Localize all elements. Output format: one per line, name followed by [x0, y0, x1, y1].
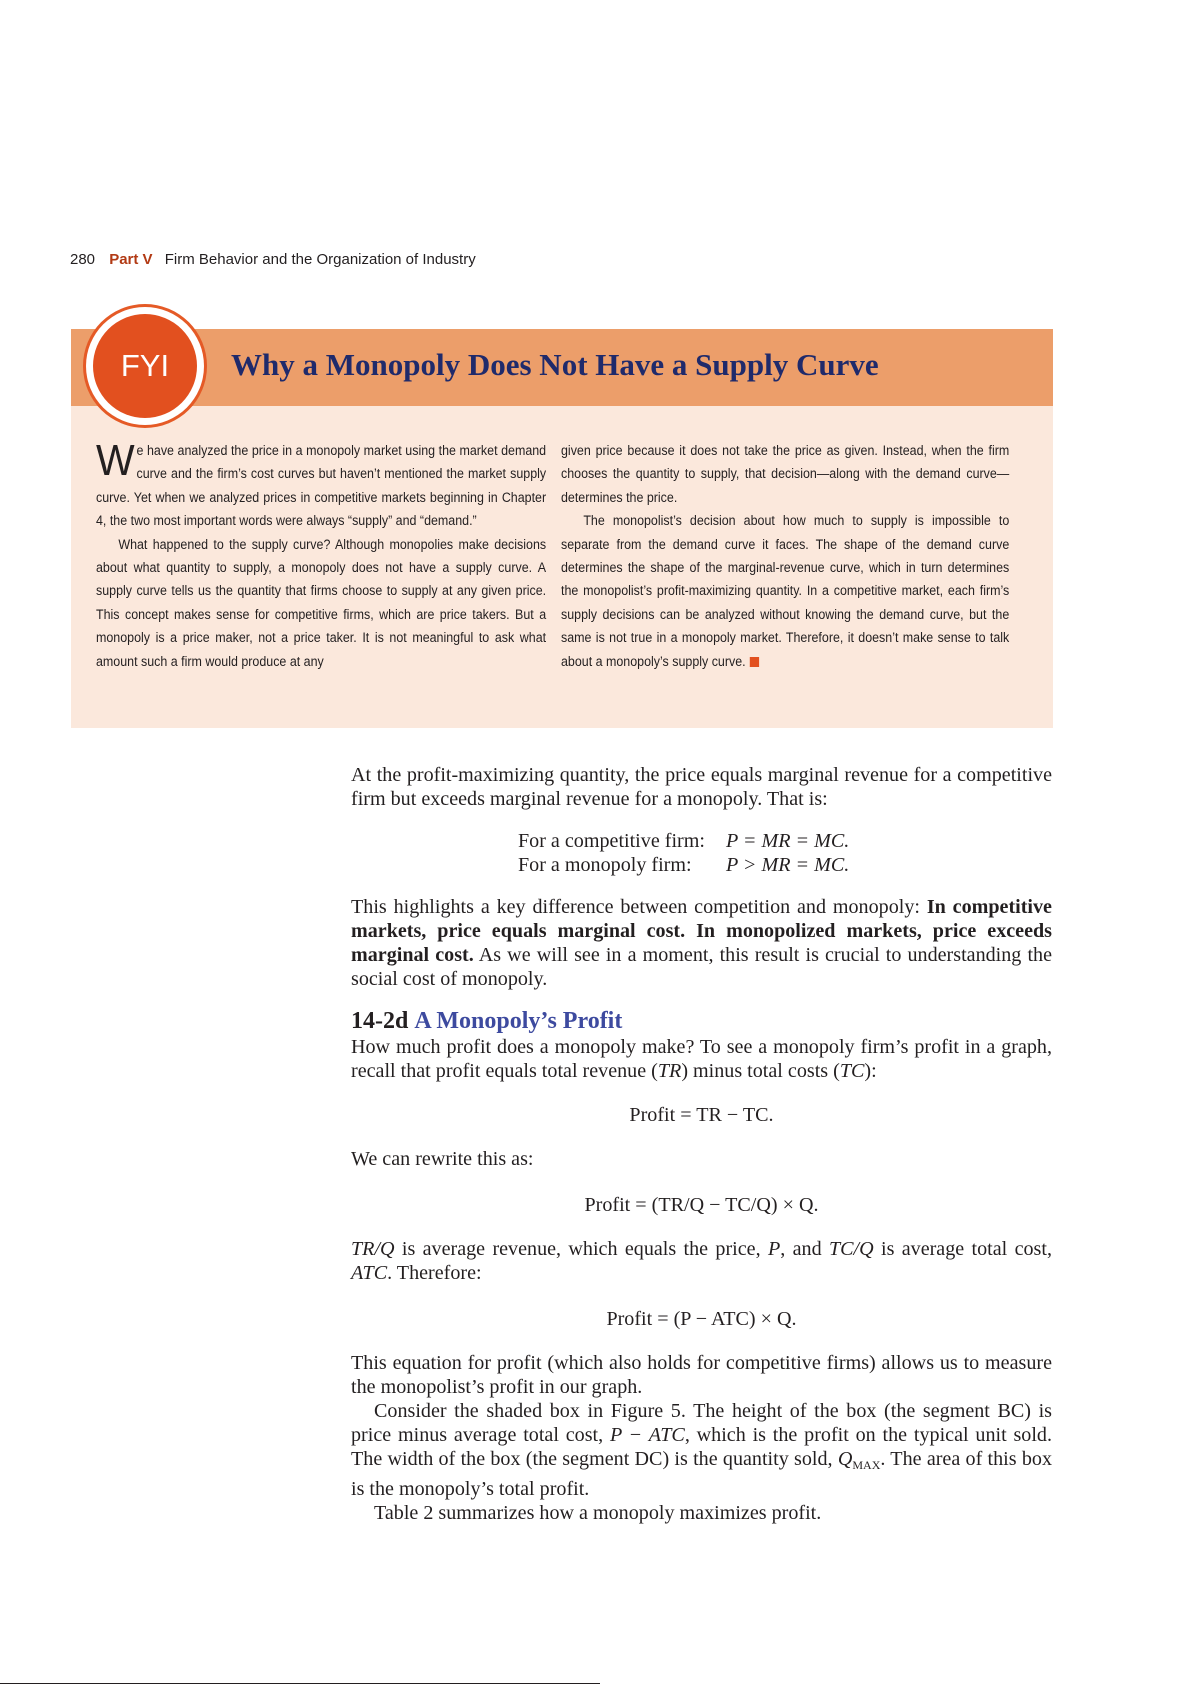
- end-mark-icon: [749, 657, 758, 667]
- equation-row: [351, 853, 1052, 877]
- text: . Therefore:: [387, 1262, 482, 1284]
- text: is average revenue, which equals the price,: [394, 1238, 768, 1260]
- running-head-title: Firm Behavior and the Organization of Industry: [164, 251, 476, 268]
- section-title: A Monopoly’s Profit: [414, 1008, 623, 1034]
- math: TC: [839, 1060, 865, 1082]
- fyi-paragraph: What happened to the supply curve? Although monopolies make decisions about what quantity to supply, a monopoly does not have a supply curve. A supply curve tells us the quantity that firms choose to supply at any given price. This concept makes sense for competitive firms, which are price takers. But a monopoly is a price maker, not a price taker. It is not meaningful to ask what amount such a firm would produce at any: [96, 536, 547, 669]
- page-number: 280: [70, 251, 96, 268]
- math: TC/Q: [828, 1238, 874, 1260]
- footnote-rule: [0, 1683, 600, 1684]
- fyi-badge: FYI: [93, 314, 197, 418]
- fyi-right-column: [561, 439, 1009, 673]
- drop-cap: W: [96, 436, 135, 485]
- math: ATC: [351, 1262, 388, 1284]
- math: P − ATC: [609, 1424, 685, 1446]
- equation: Profit = (TR/Q − TC/Q) × Q.: [584, 1194, 819, 1216]
- bold-text: In competitive markets, price equals marginal cost. In monopolized markets, price exceeds marginal cost.: [351, 896, 1052, 966]
- fyi-text: The monopolist’s decision about how much to supply is impossible to separate from the demand curve it faces. The shape of the demand curve determines the shape of the marginal-revenue curve, which in turn determines the monopolist’s profit-maximizing quantity. In a competitive market, each firm’s supply decisions can be analyzed without knowing the demand curve, but the same is not true in a monopoly market. Therefore, it doesn’t make sense to talk about a monopoly’s supply curve.: [561, 513, 1010, 669]
- running-head: [70, 251, 476, 268]
- equation-label: For a competitive firm:: [518, 830, 705, 852]
- paragraph: At the profit-maximizing quantity, the price equals marginal revenue for a competitive firm but exceeds marginal revenue for a monopoly. That is:: [351, 764, 1052, 810]
- paragraph: This equation for profit (which also holds for competitive firms) allows us to measure the monopolist’s profit in our graph.: [351, 1352, 1052, 1398]
- subscript: MAX: [852, 1458, 881, 1472]
- math: TR: [657, 1060, 682, 1082]
- paragraph: [351, 895, 1052, 991]
- main-text: [351, 763, 1052, 1525]
- paragraph: [351, 1035, 1052, 1083]
- text: Consider the shaded box in Figure 5. The height of the box (the segment BC) is price minus average total cost,: [351, 1400, 1052, 1446]
- equation: Profit = TR − TC.: [629, 1104, 774, 1126]
- equation: Profit = (P − ATC) × Q.: [606, 1308, 797, 1330]
- text: . The area of this box is the monopoly’s total profit.: [351, 1448, 1052, 1500]
- math: P: [767, 1238, 781, 1260]
- section-number: 14-2d: [351, 1008, 409, 1034]
- text: ):: [864, 1060, 877, 1082]
- text: is average total cost,: [873, 1238, 1052, 1260]
- math: Q: [837, 1448, 853, 1470]
- fyi-header: [71, 329, 1053, 406]
- text: , and: [780, 1238, 829, 1260]
- fyi-text: e have analyzed the price in a monopoly market using the market demand curve and the firm’s cost curves but haven’t mentioned the market supply curve. Yet when we analyzed prices in competitive markets beginning in Chapter 4, the two most important words were always “supply” and “demand.”: [96, 443, 547, 529]
- fyi-left-column: [96, 436, 547, 673]
- section-heading: [351, 1007, 1052, 1035]
- part-label: Part V: [109, 251, 153, 268]
- fyi-box: [71, 329, 1053, 728]
- text: This highlights a key difference between competition and monopoly:: [351, 896, 927, 918]
- math: TR/Q: [351, 1238, 395, 1260]
- fyi-paragraph: [561, 509, 1009, 673]
- text: ) minus total costs (: [681, 1060, 840, 1082]
- paragraph: [351, 1237, 1052, 1285]
- text: As we will see in a moment, this result is crucial to understanding the social cost of monopoly.: [351, 944, 1052, 990]
- paragraph: We can rewrite this as:: [351, 1148, 534, 1170]
- fyi-title: Why a Monopoly Does Not Have a Supply Curve: [231, 347, 879, 382]
- paragraph: Table 2 summarizes how a monopoly maximizes profit.: [374, 1502, 822, 1524]
- fyi-paragraph: [96, 436, 547, 533]
- equation-row: [351, 829, 1052, 853]
- fyi-paragraph: given price because it does not take the price as given. Instead, when the firm chooses the quantity to supply, that decision—along with the demand curve—determines the price.: [561, 443, 1010, 505]
- text: How much profit does a monopoly make? To see a monopoly firm’s profit in a graph, recall that profit equals total revenue (: [351, 1036, 1052, 1082]
- equation: P > MR = MC.: [726, 854, 850, 876]
- equation: P = MR = MC.: [726, 830, 850, 852]
- equation-block: [351, 829, 1052, 877]
- equation-label: For a monopoly firm:: [518, 854, 692, 876]
- paragraph: [351, 1399, 1052, 1501]
- text: , which is the profit on the typical unit sold. The width of the box (the segment DC) is the quantity sold,: [351, 1424, 1052, 1470]
